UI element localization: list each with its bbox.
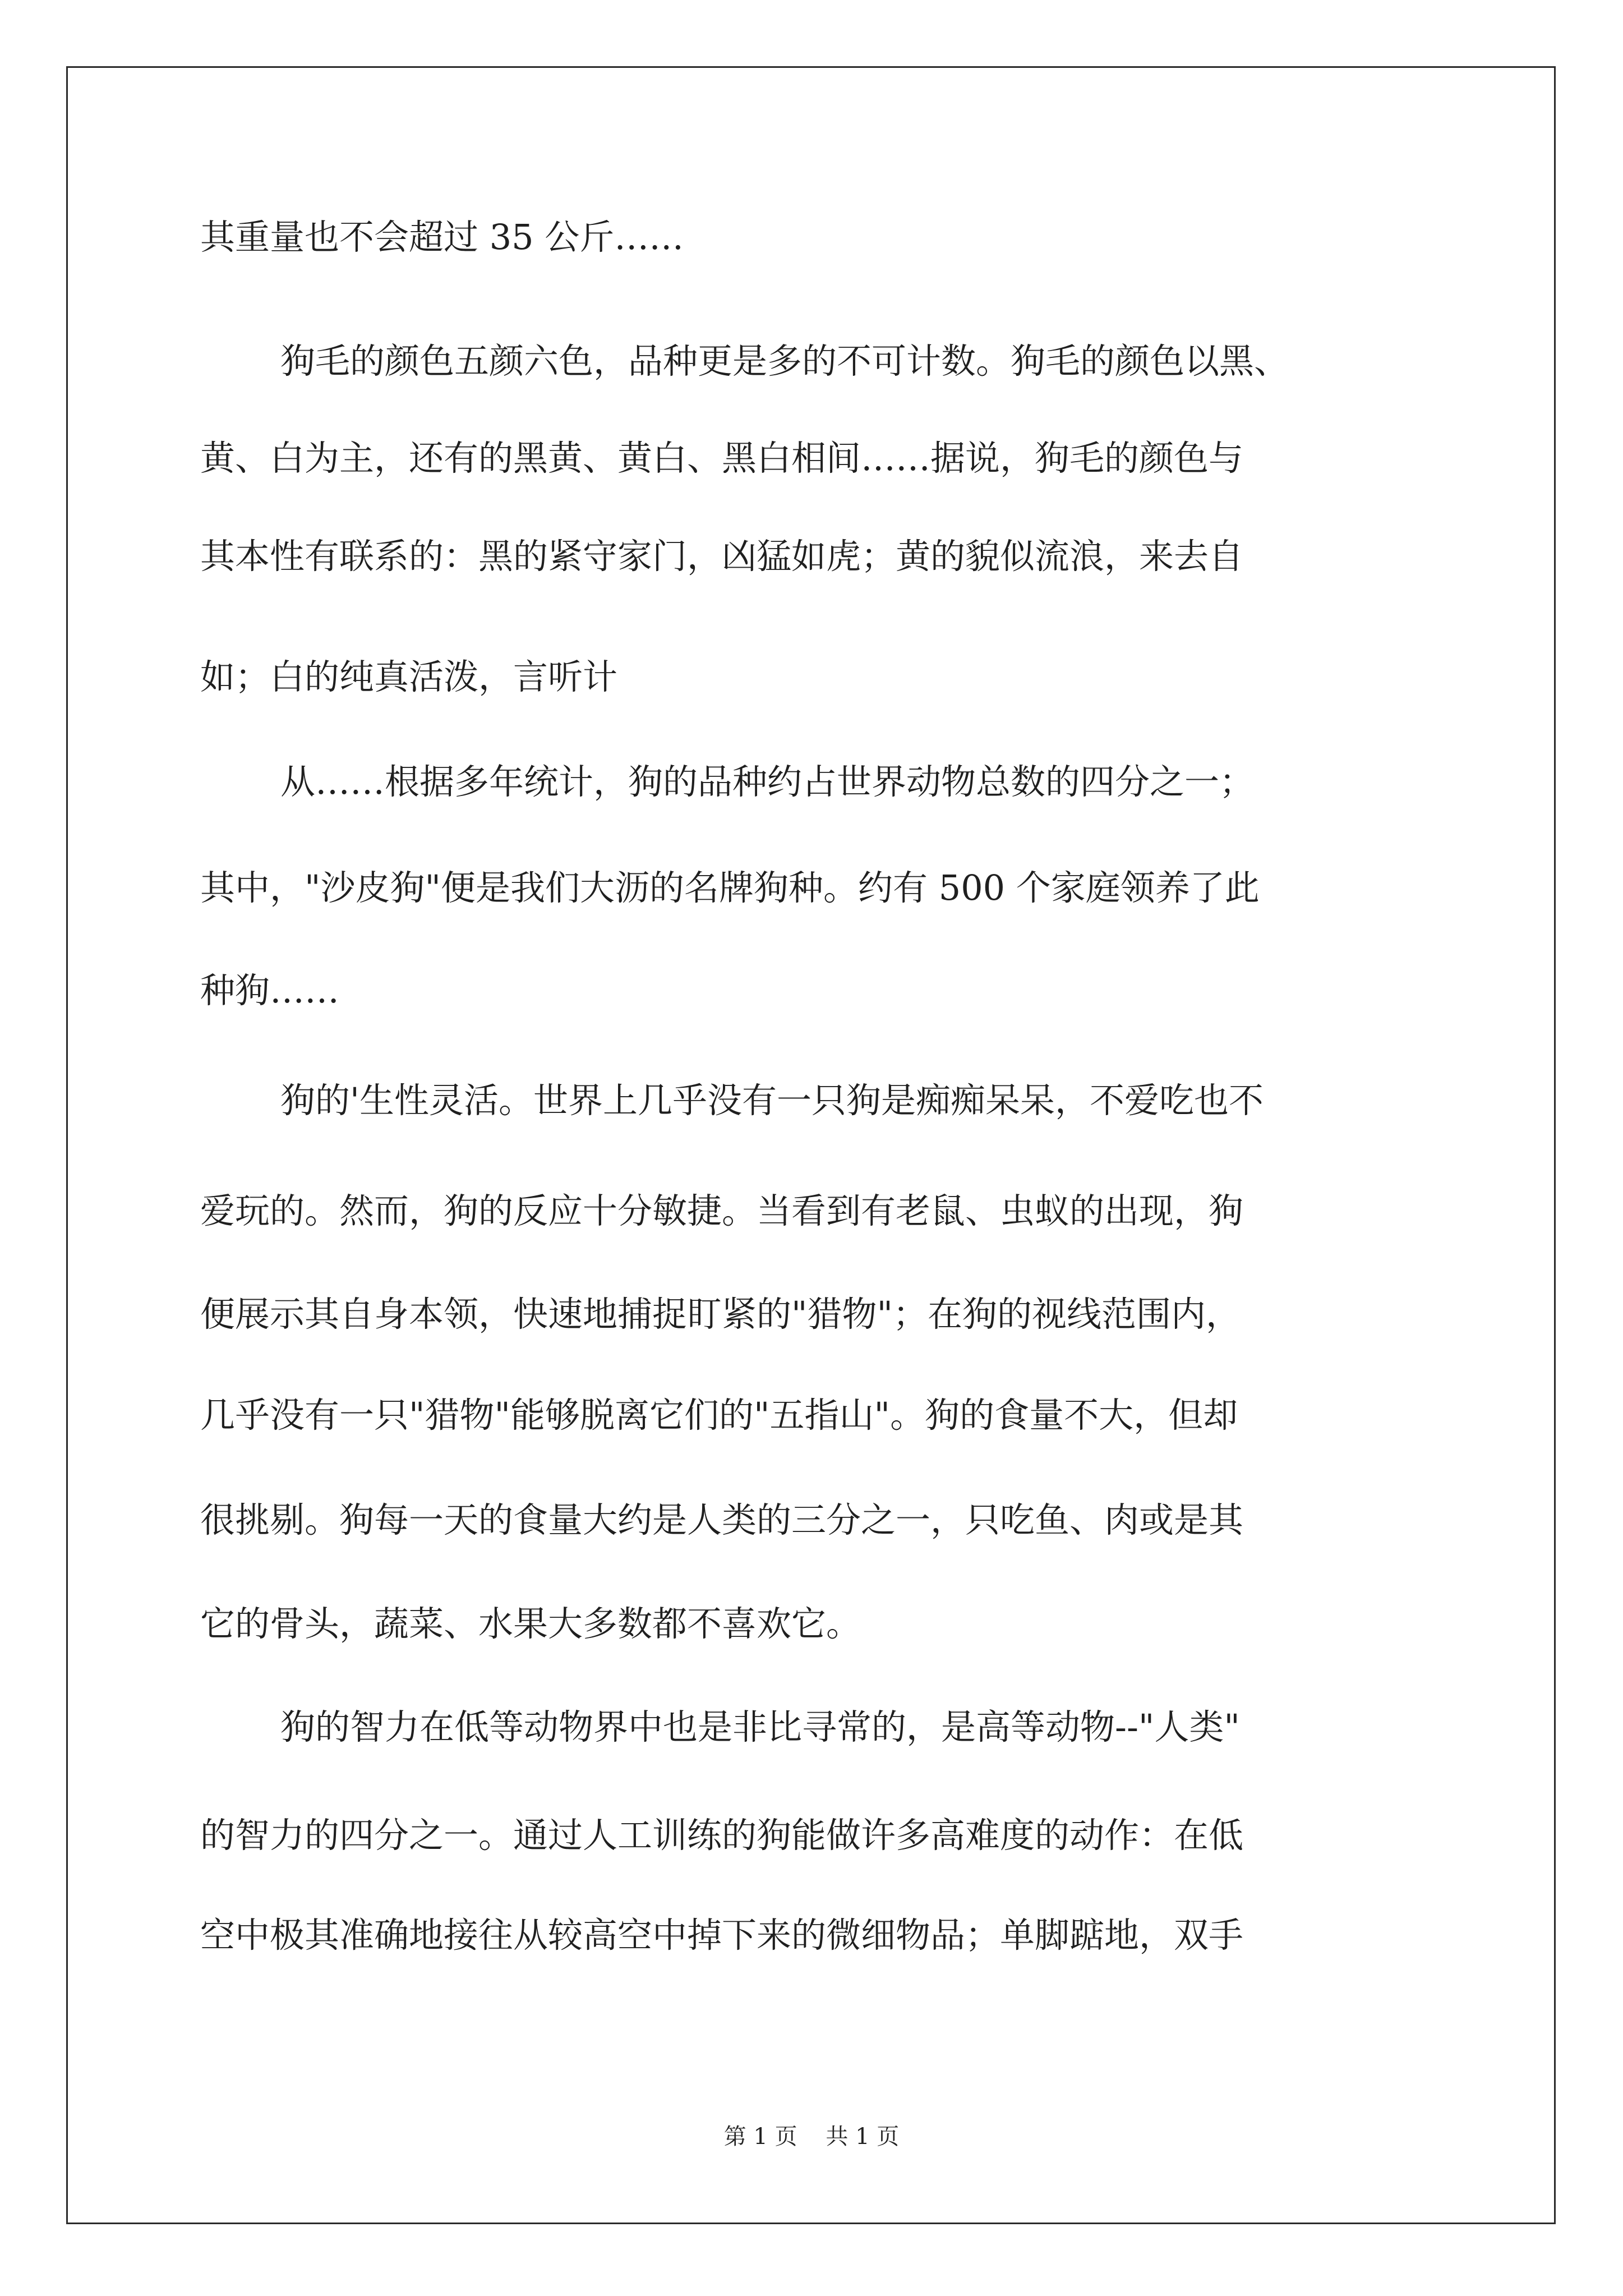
text-line-8: 种狗…… [200, 970, 340, 1011]
page-footer: 第 1 页 共 1 页 [723, 2124, 900, 2150]
text-line-17: 空中极其准确地接往从较高空中掉下来的微细物品；单脚踮地，双手 [200, 1915, 1244, 1955]
text-line-12: 几乎没有一只"猎物"能够脱离它们的"五指山"。狗的食量不大，但却 [200, 1395, 1238, 1435]
text-line-14: 它的骨头，蔬菜、水果大多数都不喜欢它。 [200, 1603, 861, 1644]
text-line-4: 其本性有联系的：黑的紧守家门，凶猛如虎；黄的貌似流浪，来去自 [200, 536, 1244, 577]
text-line-9: 狗的'生性灵活。世界上几乎没有一只狗是痴痴呆呆，不爱吃也不 [280, 1080, 1264, 1121]
text-line-13: 很挑剔。狗每一天的食量大约是人类的三分之一，只吃鱼、肉或是其 [200, 1499, 1244, 1540]
text-line-1: 其重量也不会超过 35 公斤…… [200, 217, 684, 257]
text-line-11: 便展示其自身本领，快速地捕捉盯紧的"猎物"；在狗的视线范围内， [200, 1294, 1241, 1335]
text-line-16: 的智力的四分之一。通过人工训练的狗能做许多高难度的动作：在低 [200, 1815, 1244, 1856]
text-line-15: 狗的智力在低等动物界中也是非比寻常的，是高等动物--"人类" [280, 1706, 1240, 1747]
text-line-5: 如；白的纯真活泼，言听计 [200, 656, 618, 697]
text-line-7: 其中，"沙皮狗"便是我们大沥的名牌狗种。约有 500 个家庭领养了此 [200, 867, 1260, 908]
text-line-2: 狗毛的颜色五颜六色，品种更是多的不可计数。狗毛的颜色以黑、 [280, 341, 1289, 381]
text-line-6: 从……根据多年统计，狗的品种约占世界动物总数的四分之一； [280, 761, 1255, 802]
text-line-10: 爱玩的。然而，狗的反应十分敏捷。当看到有老鼠、虫蚁的出现，狗 [200, 1190, 1244, 1231]
text-line-3: 黄、白为主，还有的黑黄、黄白、黑白相间……据说，狗毛的颜色与 [200, 438, 1244, 478]
